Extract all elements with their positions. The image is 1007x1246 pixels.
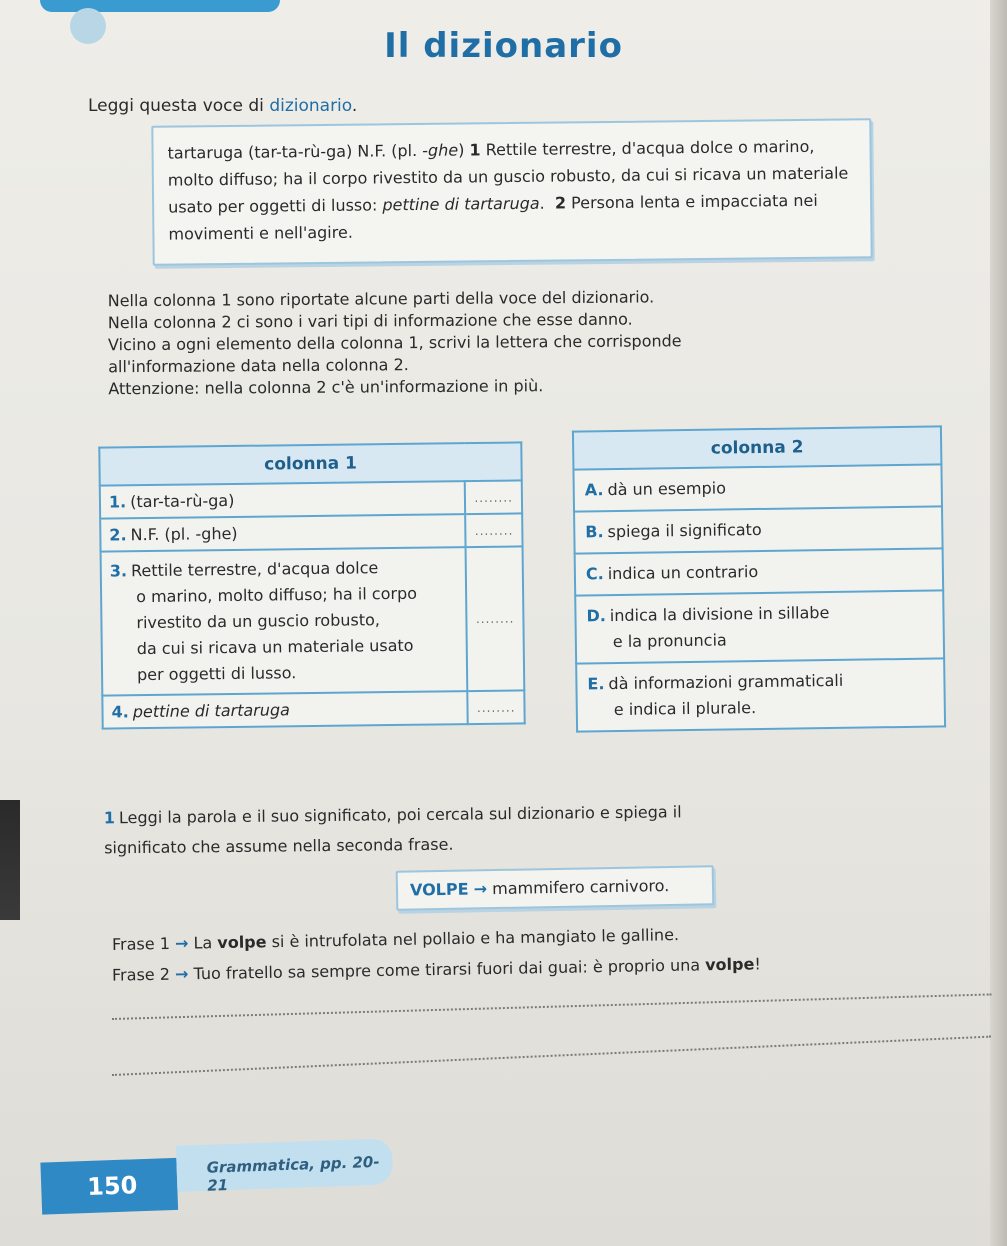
table-row: 3. Rettile terrestre, d'acqua dolce o marino, molto diffuso; ha il corpo rivestito da un guscio robusto, da cui si ricava un materiale usato per oggetti di lusso. ........: [101, 546, 525, 695]
table-row: E. dà informazioni grammaticali e indica il plurale.: [576, 658, 945, 731]
dictionary-entry-box: tartaruga (tar-ta-rù-ga) N.F. (pl. -ghe) 1 Rettile terrestre, d'acqua dolce o marino, molto diffuso; ha il corpo rivestito da un guscio robusto, da cui si ricava un materiale usato per oggetti di lusso: pettine di tartaruga. 2 Persona lenta e impacciata nei movimenti e nell'agire.: [151, 118, 872, 266]
table-row: 2. N.F. (pl. -ghe) ........: [100, 513, 522, 551]
intro-highlight: dizionario: [269, 96, 352, 116]
instruction-line: Nella colonna 1 sono riportate alcune parti della voce del dizionario.: [107, 287, 655, 311]
instruction-line: Attenzione: nella colonna 2 c'è un'informazione in più.: [108, 376, 544, 399]
colonna-1-table: [98, 441, 525, 729]
sense-number-2: 2: [554, 193, 567, 213]
table-row: 1. (tar-ta-rù-ga) ........: [100, 480, 522, 518]
sense-number-1: 1: [469, 140, 481, 160]
volpe-word: VOLPE: [409, 879, 469, 900]
left-edge-mark: [0, 800, 20, 920]
frase-2: Frase 2 → Tuo fratello sa sempre come tirarsi fuori dai guai: è proprio una volpe!: [111, 954, 761, 985]
page-title: Il dizionario: [384, 26, 623, 66]
arrow-icon: →: [174, 933, 189, 953]
footer-reference: Grammatica, pp. 20-21: [176, 1138, 393, 1192]
answer-blank[interactable]: ........: [468, 690, 525, 724]
table-row: D. indica la divisione in sillabe e la pronuncia: [575, 590, 944, 663]
table-row: B. spiega il significato: [574, 506, 943, 553]
answer-line[interactable]: [112, 993, 992, 1020]
arrow-icon: →: [174, 964, 189, 984]
intro-text: Leggi questa voce di dizionario.: [88, 96, 358, 116]
volpe-definition-box: VOLPE → mammifero carnivoro.: [396, 865, 715, 911]
instructions: [108, 286, 749, 400]
answer-line[interactable]: [112, 1036, 991, 1076]
instruction-line: Vicino a ogni elemento della colonna 1, scrivi la lettera che corrisponde all'informazione data nella colonna 2.: [107, 331, 682, 377]
answer-blank[interactable]: ........: [466, 513, 523, 547]
colonna-1-header: colonna 1: [99, 442, 521, 485]
answer-blank[interactable]: ........: [465, 480, 522, 514]
table-row: A. dà un esempio: [573, 464, 942, 511]
table-row: C. indica un contrario: [575, 548, 944, 595]
entry-example: pettine di tartaruga: [382, 193, 540, 215]
top-decoration-band: [40, 0, 280, 12]
exercise-number: 1: [103, 808, 116, 828]
table-row: 4. pettine di tartaruga ........: [102, 690, 524, 728]
page-edge: [990, 0, 1007, 1246]
answer-blank[interactable]: ........: [466, 546, 524, 691]
entry-headword: tartaruga: [167, 142, 244, 163]
colonna-2-table: [572, 425, 946, 732]
page-footer: [0, 1138, 394, 1212]
arrow-icon: →: [473, 879, 488, 899]
exercise-1-prompt: 1 Leggi la parola e il suo significato, poi cercala sul dizionario e spiega il significato che assume nella seconda frase.: [103, 802, 682, 858]
frase-1: Frase 1 → La volpe si è intrufolata nel pollaio e ha mangiato le galline.: [111, 925, 680, 954]
page-number: 150: [40, 1158, 178, 1215]
instruction-line: Nella colonna 2 ci sono i vari tipi di informazione che esse danno.: [107, 309, 633, 333]
colonna-2-header: colonna 2: [573, 426, 941, 469]
